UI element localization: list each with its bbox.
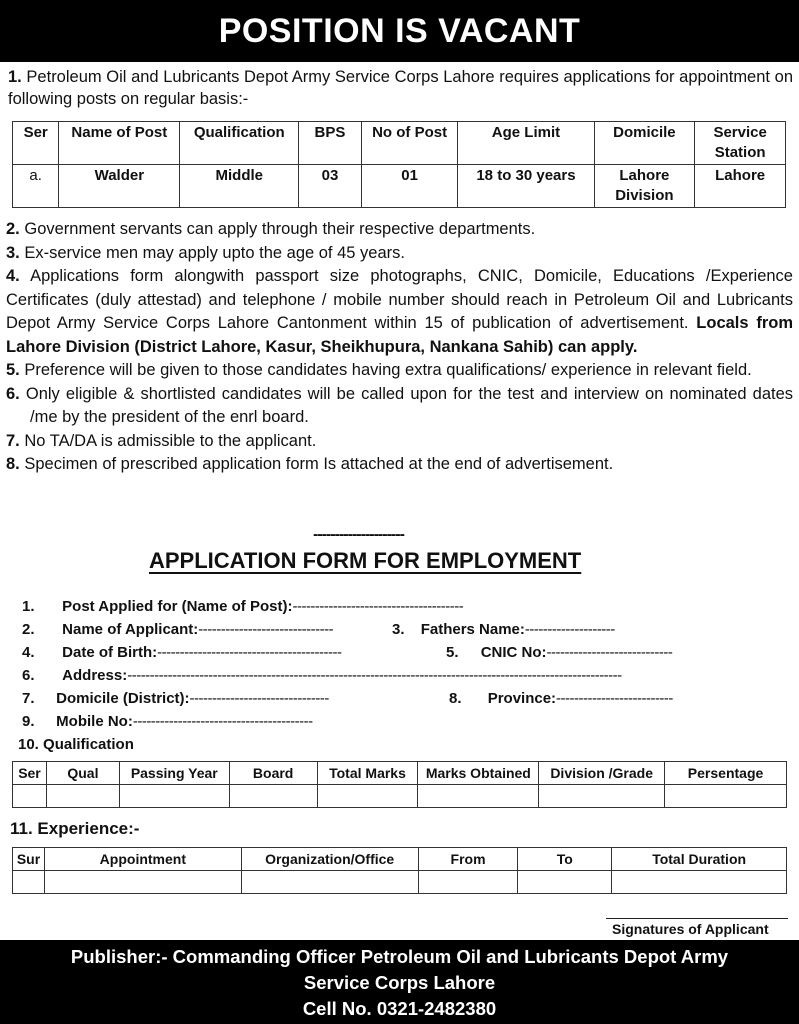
field-blank-line: -------------------------- [556,690,673,707]
condition-number: 2. [6,220,20,238]
experience-title: 11. Experience:- [10,819,140,838]
field-date-of-birth [22,643,341,663]
condition-number: 6. [6,384,20,403]
condition-text: Government servants can apply through their respective departments. [24,220,536,238]
qual-header-division-grade: Division /Grade [539,762,665,785]
posts-cell-ser: a. [13,165,59,208]
field-number: 2. [22,621,35,638]
field-label: Mobile No: [56,713,133,730]
field-blank-line: -------------------------------------- [292,598,464,615]
field-number: 7. [22,690,35,707]
posts-table [12,121,786,208]
posts-header-bps: BPS [299,122,361,165]
field-blank-line: ---------------------------- [546,644,673,661]
field-province [449,689,673,709]
condition-text: Preference will be given to those candidates having extra qualifications/ experience in relevant field. [24,361,752,379]
posts-header-no-of-post: No of Post [361,122,458,165]
posts-header-service-station: Service Station [695,122,786,165]
intro-text: Petroleum Oil and Lubricants Depot Army Service Corps Lahore requires applications for appointment on following posts on regular basis:- [8,68,793,108]
footer-line-3: Cell No. 0321-2482380 [302,998,497,1019]
field-label: Date of Birth: [62,644,158,661]
footer-line-2: Service Corps Lahore [303,972,496,993]
condition-item [6,265,793,359]
exp-header-sur: Sur [13,848,45,871]
exp-input-cell[interactable] [241,871,418,894]
qual-input-cell[interactable] [119,785,229,808]
page-title: POSITION IS VACANT [0,0,799,62]
field-label: Post Applied for (Name of Post): [62,598,293,615]
posts-header-age-limit: Age Limit [458,122,594,165]
condition-text: No TA/DA is admissible to the applicant. [24,431,317,450]
qual-input-cell[interactable] [418,785,539,808]
condition-text: Applications form alongwith passport size photographs, CNIC, Domicile, Educations /Experience Certificates (duly attestad) and telephone / mobile number should reach in Petroleum Oil and Lubricants Depot Army Service Corps Lahore Cantonment within 15 of publication of advertisement. [6,267,793,332]
field-label: Name of Applicant: [62,621,199,638]
exp-input-cell[interactable] [518,871,612,894]
table-row [13,871,787,894]
condition-number: 3. [6,243,20,262]
qual-header-board: Board [229,762,317,785]
condition-item [6,453,793,477]
field-number: 9. [22,713,35,730]
posts-header-name-of-post: Name of Post [59,122,180,165]
qual-header-total-marks: Total Marks [317,762,418,785]
qual-header-marks-obtained: Marks Obtained [418,762,539,785]
condition-bold-text: Locals from Lahore Division (District Lahore, Kasur, Sheikhupura, Nankana Sahib) can apply. [6,314,793,356]
condition-text: Ex-service men may apply upto the age of 45 years. [24,243,405,262]
condition-item [6,242,793,266]
posts-header-ser: Ser [13,122,59,165]
condition-text: Only eligible & shortlisted candidates will be called upon for the test and interview on nominated dates /me by the president of the enrl board. [25,384,794,426]
field-address [22,666,622,686]
table-row [13,165,786,208]
exp-header-appointment: Appointment [44,848,241,871]
exp-input-cell[interactable] [44,871,241,894]
field-label: Address: [62,667,128,684]
qual-header-passing-year: Passing Year [119,762,229,785]
signature-label: Signatures of Applicant [612,921,769,937]
exp-input-cell[interactable] [612,871,787,894]
posts-table-header-row [13,122,786,165]
condition-number: 7. [6,431,20,450]
qual-header-qual: Qual [46,762,119,785]
exp-header-to: To [518,848,612,871]
qual-input-cell[interactable] [229,785,317,808]
condition-item [6,218,793,242]
qual-input-cell[interactable] [665,785,787,808]
field-number: 1. [22,598,35,615]
field-blank-line: ---------------------------------------- [132,713,313,730]
conditions-list [6,218,793,477]
exp-header-total-duration: Total Duration [612,848,787,871]
intro-number: 1. [8,68,22,86]
exp-header-from: From [418,848,518,871]
qual-input-cell[interactable] [46,785,119,808]
exp-input-cell[interactable] [418,871,518,894]
qual-input-cell[interactable] [13,785,47,808]
posts-cell-name-of-post: Walder [59,165,180,208]
field-blank-line: ------------------------------ [198,621,334,638]
field-name-of-applicant [22,620,333,640]
condition-number: 4. [6,267,20,285]
publisher-footer [0,940,799,1024]
field-qualification [18,735,134,755]
posts-header-qualification: Qualification [180,122,299,165]
exp-input-cell[interactable] [13,871,45,894]
qualification-header-row [13,762,787,785]
condition-item [6,359,793,383]
posts-header-domicile: Domicile [594,122,695,165]
section-separator: --------------------- [313,526,404,543]
exp-header-organization: Organization/Office [241,848,418,871]
qual-input-cell[interactable] [317,785,418,808]
field-post-applied [22,597,463,617]
field-fathers-name [392,620,615,640]
field-number: 10. [18,736,39,753]
posts-cell-domicile: Lahore Division [594,165,695,208]
field-blank-line: -------------------- [524,621,615,638]
field-label: Fathers Name: [420,621,525,638]
condition-number: 8. [6,455,20,473]
field-number: 4. [22,644,35,661]
posts-cell-service-station: Lahore [695,165,786,208]
intro-paragraph [8,66,793,110]
field-label: Qualification [43,736,134,753]
experience-table [12,847,787,894]
qual-header-ser: Ser [13,762,47,785]
field-domicile [22,689,329,709]
field-number: 3. [392,621,405,638]
qual-input-cell[interactable] [539,785,665,808]
table-row [13,785,787,808]
condition-item [6,430,793,454]
field-number: 8. [449,690,462,707]
field-blank-line: ------------------------------- [189,690,329,707]
field-blank-line: ----------------------------------------- [157,644,342,661]
field-label: Province: [487,690,557,707]
signature-line[interactable] [606,918,788,919]
field-mobile-no [22,712,313,732]
condition-text: Specimen of prescribed application form Is attached at the end of advertisement. [24,455,614,473]
posts-cell-age-limit: 18 to 30 years [458,165,594,208]
footer-line-1: Publisher:- Commanding Officer Petroleum Oil and Lubricants Depot Army [70,946,729,967]
form-title: APPLICATION FORM FOR EMPLOYMENT [149,548,582,573]
field-cnic-no [446,643,672,663]
qualification-table [12,761,787,808]
field-label: CNIC No: [480,644,547,661]
qual-header-persentage: Persentage [665,762,787,785]
experience-header-row [13,848,787,871]
condition-item [6,383,793,430]
posts-cell-bps: 03 [299,165,361,208]
field-blank-line: -------------------------------------------------------------------------------------------------------------- [127,667,622,684]
posts-cell-no-of-post: 01 [361,165,458,208]
field-label: Domicile (District): [56,690,190,707]
field-number: 6. [22,667,35,684]
field-number: 5. [446,644,459,661]
posts-cell-qualification: Middle [180,165,299,208]
condition-number: 5. [6,361,20,379]
